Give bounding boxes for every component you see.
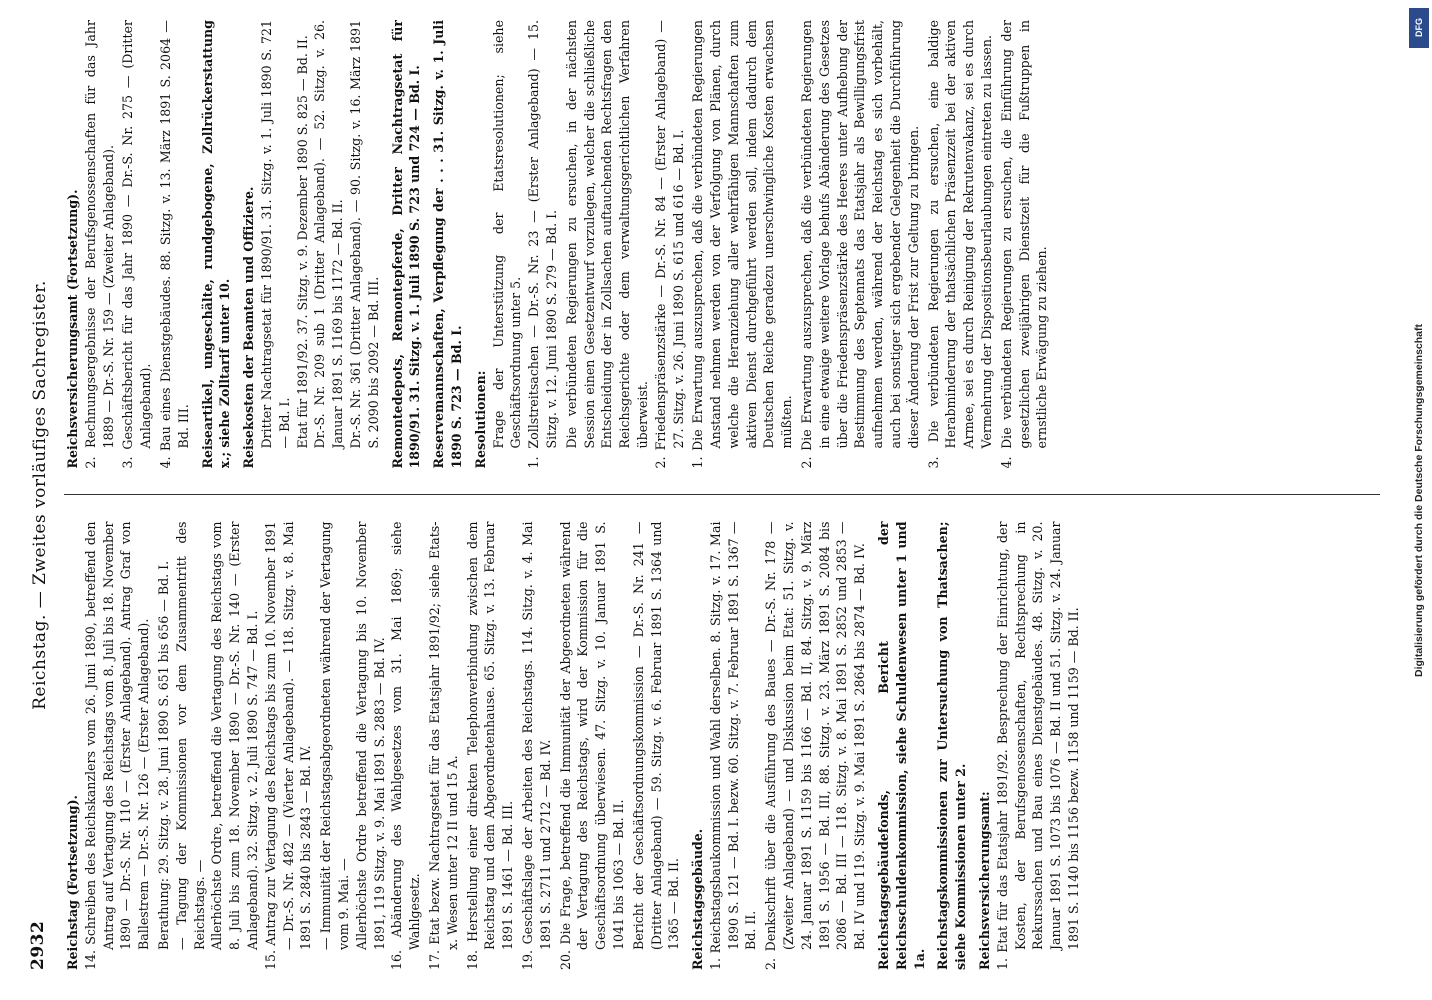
entry-item: 4. Die verbündeten Regierungen zu ersuchen, die Einführung der gesetzlichen zweijährigen Dienstzeit für die Fußtruppen in ernstliche Erwägung zu ziehen. — [998, 20, 1050, 469]
register-entry — [430, 20, 466, 469]
register-entry — [199, 20, 235, 469]
register-entry — [875, 522, 928, 971]
entry-heading: Reichstagskommissionen zur Untersuchung von Thatsachen; siehe Kommissionen unter 2. — [935, 521, 969, 970]
entry-item: 2. Die Erwartung auszusprechen, daß die verbündeten Regierungen in eine etwaige weitere Vorlage behufs Abänderung des Gesetzes über die Friedenspräsenzstärke des Heeres unter Aufhebung der Bestimmung des Septennats das Etatsjahr als Bewilligungsfrist aufnehmen werden, während der Reichstag es sich vorbehält, auch bei sonstiger sich ergebender Gelegenheit die Durchführung dieser Änderung der Frist zur Geltung zu bringen. — [799, 20, 921, 469]
entry-item: 2. Rechnungsergebnisse der Berufsgenossenschaften für das Jahr 1889 — Dr.-S. Nr. 159 — (Zweiter Anlageband). — [82, 20, 116, 469]
entry-item: 1. Etat für das Etatsjahr 1891/92. Besprechung der Einrichtung, der Kosten, der Berufsgenossenschaften, Rechtsprechung in Rekurssachen und Bau eines Dienstgebäudes. 48. Sitzg. v. 20. Januar 1891 S. 1073 bis 1076 — Bd. II und 51. Sitzg. v. 24. Januar 1891 S. 1140 bis 1156 bezw. 1158 und 1159 — Bd. II. — [994, 521, 1082, 970]
dfg-logo: DFG — [1409, 8, 1429, 48]
text-columns — [64, 20, 1380, 970]
credit-line — [1410, 8, 1428, 992]
entry-item: Etat für 1891/92. 37. Sitzg. v. 9. Dezember 1890 S. 825 — Bd. II. — [294, 35, 310, 449]
register-entry — [240, 20, 382, 469]
register-entry — [472, 20, 1052, 469]
entry-item: 2. Denkschrift über die Ausführung des Baues — Dr.-S. Nr. 178 — (Zweiter Anlageband) — und Diskussion beim Etat: 51. Sitzg. v. 24. Januar 1891 S. 1159 bis 1166 — Bd. II, 84. Sitzg. v. 9. März 1891 S. 1956 — Bd. III, 88. Sitzg. v. 23. März 1891 S. 2084 bis 2086 — Bd. III — 118. Sitzg. v. 8. Mai 1891 S. 2852 und 2853 — Bd. IV und 119. Sitzg. v. 9. Mai 1891 S. 2864 bis 2874 — Bd. IV. — [763, 521, 868, 970]
entry-item: 19. Geschäftslage der Arbeiten des Reichstags. 114. Sitzg. v. 4. Mai 1891 S. 2711 und 2712 — Bd. IV. — [519, 521, 553, 970]
entry-item: Frage der Unterstützung der Etatsresolutionen; siehe Geschäftsordnung unter 5. — [490, 20, 524, 449]
entry-item: 4. Bau eines Dienstgebäudes. 88. Sitzg. v. 13. März 1891 S. 2064 — Bd. III. — [157, 20, 191, 469]
entry-heading: Reservemannschaften, Verpflegung der . . . 31. Sitzg. v. 1. Juli 1890 S. 723 — Bd. I. — [431, 20, 464, 469]
entry-item: Allerhöchste Ordre, betreffend die Vertagung des Reichstags vom 8. Juli bis zum 18. November 1890 — Dr.-S. Nr. 140 — (Erster Anlageband). 32. Sitzg. v. 2. Juli 1890 S. 747 — Bd. I. — [209, 521, 260, 950]
entry-item: Berathung: 29. Sitzg. v. 28. Juni 1890 S. 651 bis 656 — Bd. I. — [155, 560, 171, 950]
entry-heading: Resolutionen: — [472, 370, 488, 469]
entry-item: Die verbündeten Regierungen zu ersuchen, in der nächsten Session einen Gesetzentwurf vorzulegen, welcher die schließliche Entscheidung der in Zollsachen auftauchenden Rechtsfragen den Reichsgerichte oder dem verwaltungsgerichtlichen Verfahren überweist. — [563, 20, 650, 449]
register-entry — [976, 522, 1083, 971]
entry-item: Dritter Nachtragsetat für 1890/91. 31. Sitzg. v. 1. Juli 1890 S. 721 — Bd. I. — [258, 20, 292, 449]
entry-heading: Reiseartikel, ungeschälte, rundgebogene, Zollrückerstattung x.; siehe Zolltarif unter 10. — [199, 20, 233, 469]
column-divider — [64, 495, 1380, 496]
entry-heading: Reichsversicherungsamt (Fortsetzung). — [65, 189, 80, 469]
register-entry — [934, 522, 970, 971]
entry-item: 18. Herstellung einer direkten Telephonverbindung zwischen dem Reichstag und dem Abgeordnetenhause. 65. Sitzg. v. 13. Februar 1891 S. 1461 — Bd. III. — [464, 521, 516, 970]
entry-heading: Reichstag (Fortsetzung). — [65, 795, 80, 970]
entry-item: — Immunität der Reichstagsabgeordneten während der Vertagung vom 9. Mai. — — [318, 521, 351, 950]
entry-item: 1. Zollstreitsachen — Dr.-S. Nr. 23 — (Erster Anlageband) — 15. Sitzg. v. 12. Juni 1890 S. 279 — Bd. I. — [526, 20, 559, 469]
entry-item: Dr.-S. Nr. 209 sub 1 (Dritter Anlageband). — 52. Sitzg. v. 26. Januar 1891 S. 1169 bis 1172 — Bd. II. — [312, 20, 346, 449]
entry-item: 14. Schreiben des Reichskanzlers vom 26. Juni 1890, betreffend den Antrag auf Vertagung des Reichstags vom 8. Juli bis 18. November 1890 — Dr.-S. Nr. 110 — (Erster Anlageband). Antrag Graf von Ballestrem — Dr.-S. Nr. 126 — (Erster Anlageband). — [82, 521, 152, 970]
register-entry — [689, 522, 869, 971]
credit-text: Digitalisierung gefördert durch die Deutsche Forschungsgemeinschaft — [1413, 323, 1425, 677]
page-header — [20, 20, 60, 970]
entry-item: 3. Geschäftsbericht für das Jahr 1890 — Dr.-S. Nr. 275 — (Dritter Anlageband). — [120, 20, 154, 469]
entry-heading: Remontedepots, Remontepferde, Dritter Nachtragsetat für 1890/91. 31. Sitzg. v. 1. Juli 1890 S. 723 und 724 — Bd. I. — [389, 20, 423, 469]
column-left — [64, 522, 1380, 971]
entry-item: 1. Die Erwartung auszusprechen, daß die verbündeten Regierungen Anstand nehmen werden von der Verfolgung von Plänen, durch welche die Heranziehung aller wehrfähigen Mannschaften zum aktiven Dienst durchgeführt werden soll, indem dadurch dem Deutschen Reiche geradezu unerschwingliche Kosten erwachsen müßten. — [690, 20, 795, 469]
entry-item: 17. Etat bezw. Nachtragsetat für das Etatsjahr 1891/92; siehe Etats- x. Wesen unter 12 II und 15 A. — [426, 521, 460, 970]
entry-item: 3. Die verbündeten Regierungen zu ersuchen, eine baldige Herabminderung der thatsächlichen Präsenzzeit bei der aktiven Armee, sei es durch Reinigung der Rekrutenvakanz, sei es durch Vermehrung der Dispositionsbeurlaubungen eintreten zu lassen. — [925, 20, 995, 469]
entry-item: — Tagung der Kommissionen vor dem Zusammentritt des Reichstags. — — [173, 521, 207, 950]
entry-item: 16. Abänderung des Wahlgesetzes vom 31. Mai 1869; siehe Wahlgesetz. — [389, 521, 423, 970]
register-entry — [389, 20, 425, 469]
entry-heading: Reichstagsgebäude. — [690, 828, 706, 970]
page-content — [20, 20, 1380, 970]
entry-item: Bericht der Geschäftsordnungskommission — Dr.-S. Nr. 241 — (Dritter Anlageband) — 59. Sitzg. v. 6. Februar 1891 S. 1364 und 1365 — Bd. II. — [630, 521, 682, 950]
entry-item: Dr.-S. Nr. 361 (Dritter Anlageband). — 90. Sitzg. v. 16. März 1891 S. 2090 bis 2092 — Bd. III. — [347, 20, 381, 449]
column-right — [64, 20, 1380, 469]
entry-heading: Reisekosten der Beamten und Offiziere. — [241, 186, 257, 469]
running-head: Reichstag. — Zweites vorläufiges Sachregister. — [30, 280, 50, 710]
entry-item: Allerhöchste Ordre betreffend die Vertagung bis 10. November 1891, 119 Sitzg. v. 9. Mai 1891 S. 2883 — Bd. IV. — [353, 521, 387, 950]
entry-item: 20. Die Frage, betreffend die Immunität der Abgeordneten während der Vertagung des Reichstags, wird der Kommission für die Geschäftsordnung überwiesen. 47. Sitzg. v. 10. Januar 1891 S. 1041 bis 1063 — Bd. II. — [557, 521, 626, 970]
register-entry — [64, 20, 193, 469]
entry-item: 2. Friedenspräsenzstärke — Dr.-S. Nr. 84 — (Erster Anlageband) — 27. Sitzg. v. 26. Juni 1890 S. 615 und 616 — Bd. I. — [652, 20, 686, 469]
register-entry — [64, 522, 683, 971]
entry-item: 1. Reichstagsbaukommission und Wahl derselben. 8. Sitzg. v. 17. Mai 1890 S. 121 — Bd. I. bezw. 60. Sitzg. v. 7. Februar 1891 S. 1367 — Bd. II. — [707, 521, 759, 970]
entry-item: 15. Antrag zur Vertagung des Reichstags bis zum 10. November 1891 — Dr.-S. Nr. 482 — (Vierter Anlageband). — 118. Sitzg. v. 8. Mai 1891 S. 2840 bis 2843 — Bd. IV. — [262, 521, 314, 970]
page-number: 2932 — [28, 920, 48, 970]
entry-heading: Reichstagsgebäudefonds, Bericht der Reichsschuldenkommission, siehe Schuldenwesen unter 1 und 1a. — [876, 521, 927, 970]
entry-heading: Reichsversicherungsamt: — [977, 791, 993, 970]
